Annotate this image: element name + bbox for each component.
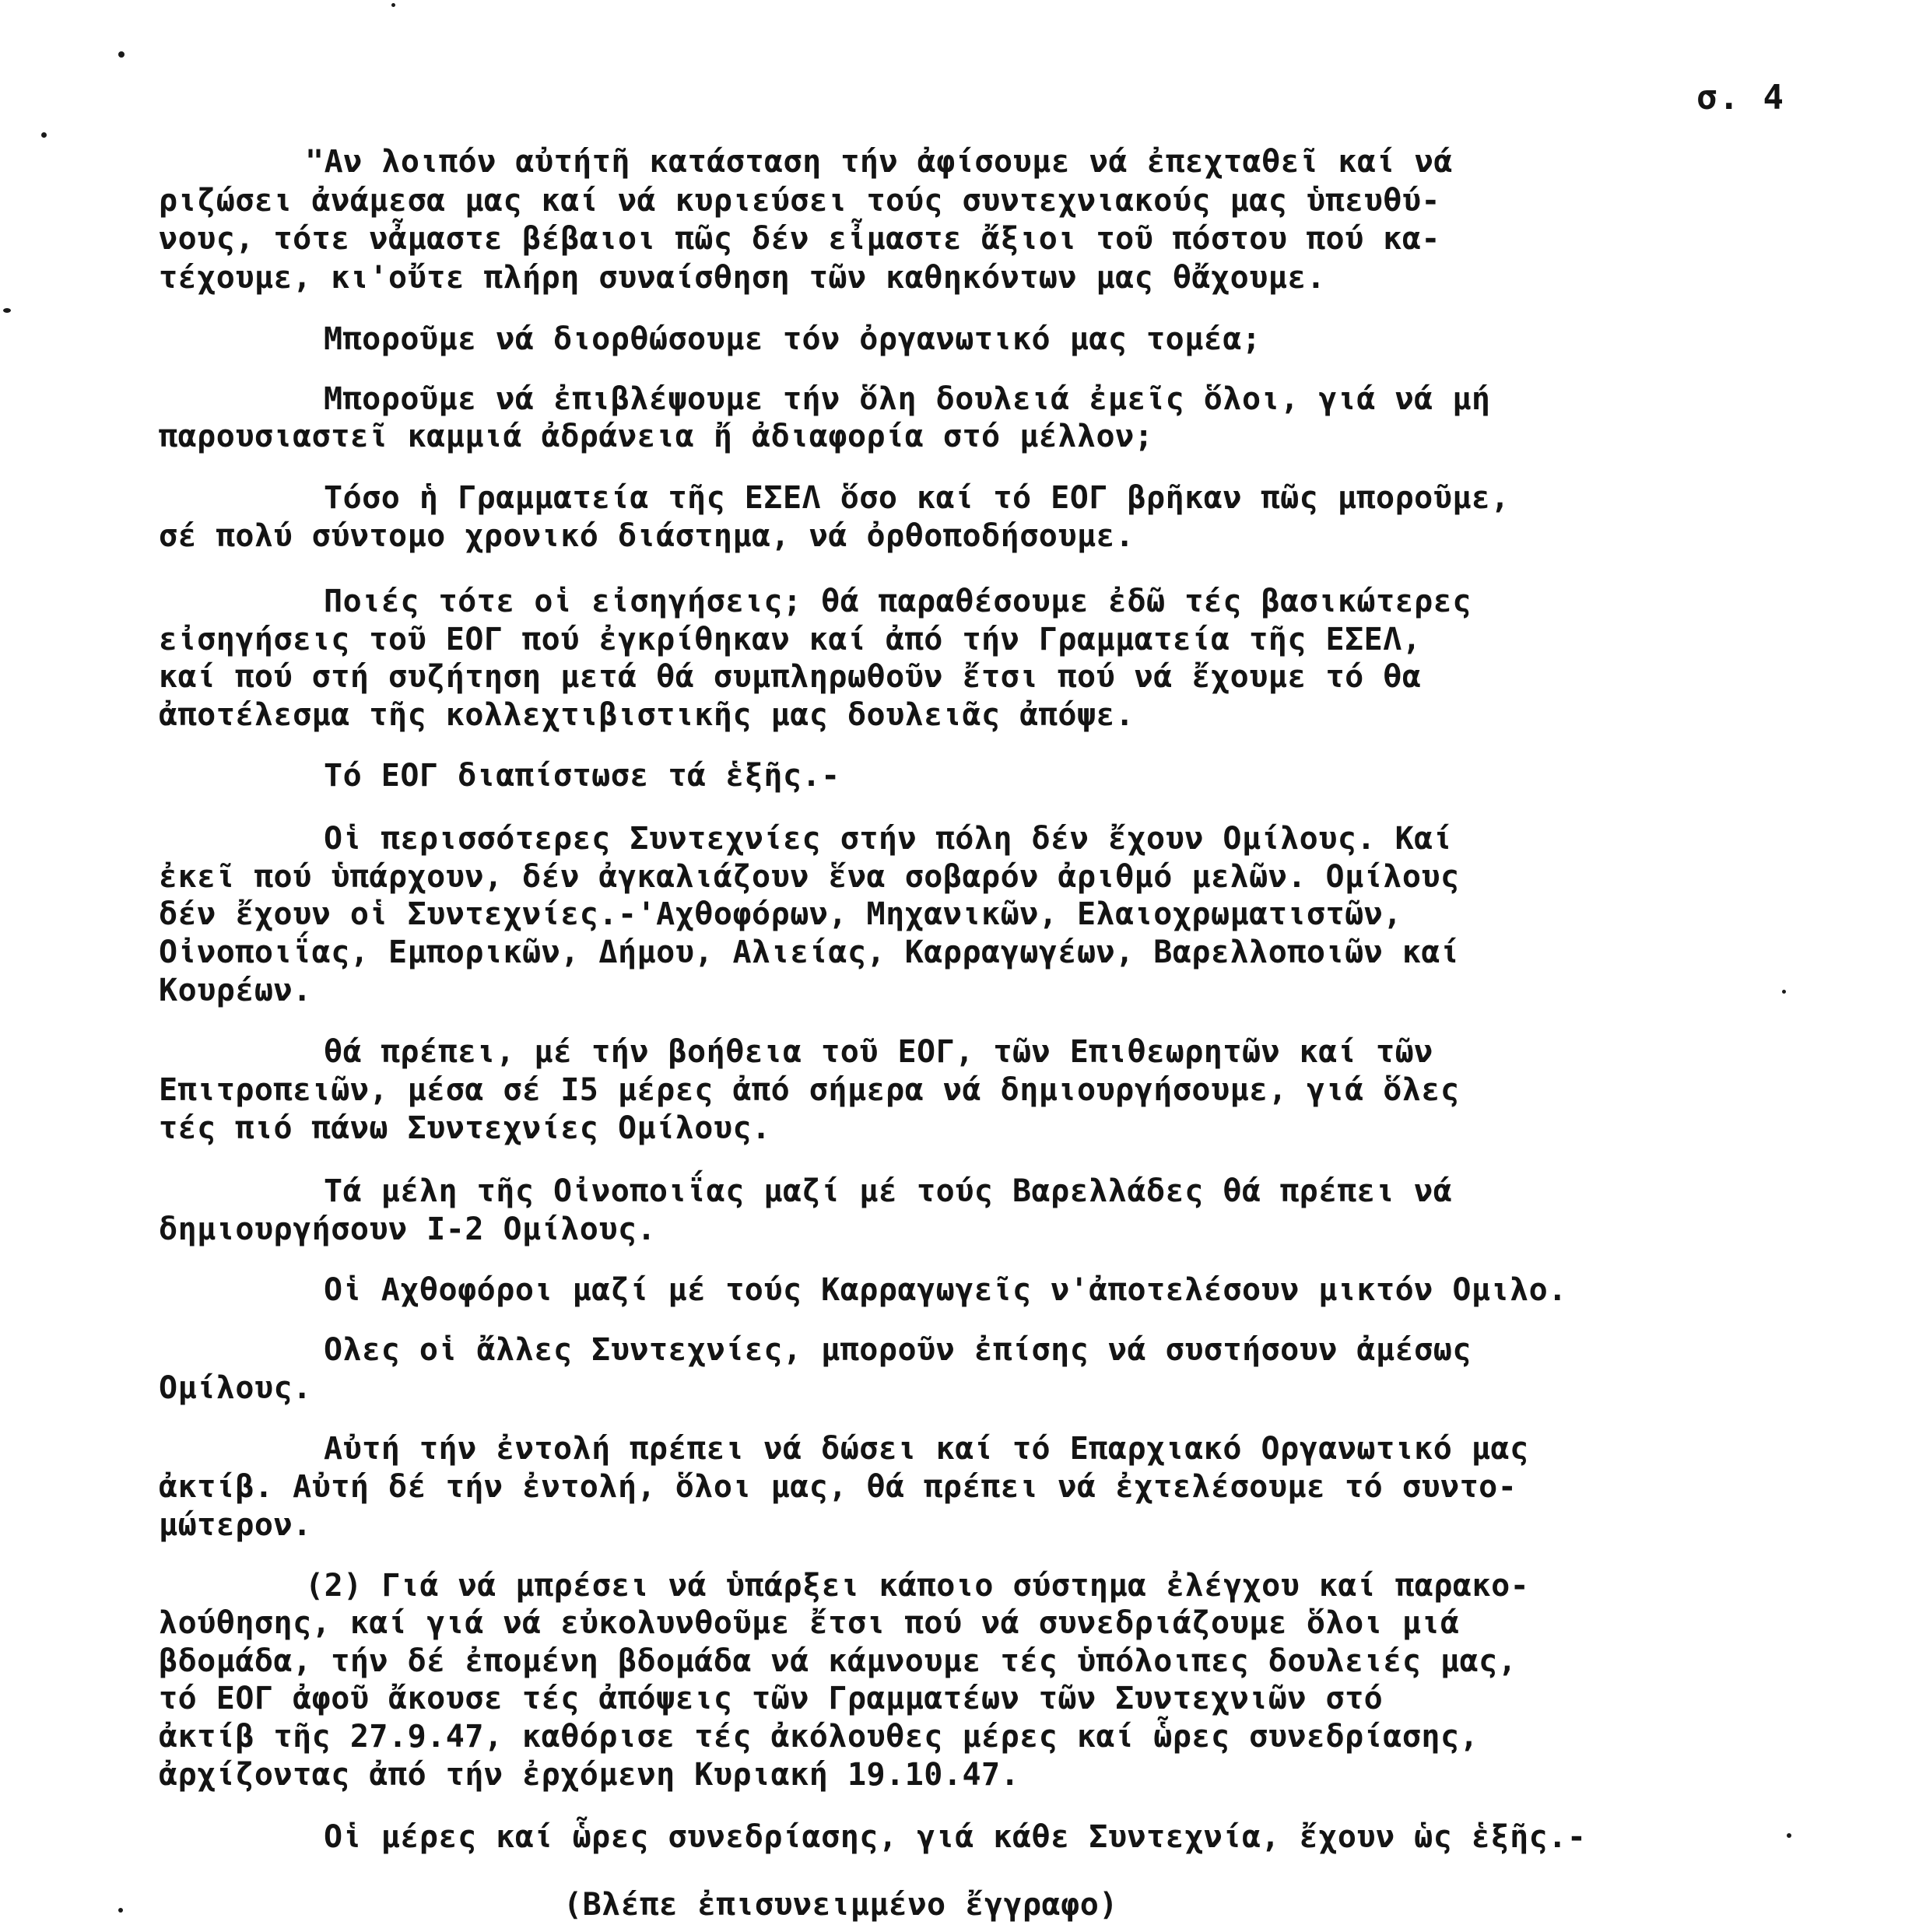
text-line: Κουρέων. — [159, 973, 312, 1008]
text-line: θά πρέπει, μέ τήν βοήθεια τοῦ ΕΟΓ, τῶν Επιθεωρητῶν καί τῶν — [324, 1034, 1433, 1070]
scan-speck — [1787, 1833, 1791, 1838]
text-line: (Βλέπε ἐπισυνειμμένο ἔγγραφο) — [563, 1887, 1118, 1923]
scan-speck — [118, 1908, 123, 1913]
text-line: Ομίλους. — [159, 1370, 312, 1406]
text-line: Οἱ περισσότερες Συντεχνίες στήν πόλη δέν ἔχουν Ομίλους. Καί — [324, 821, 1453, 857]
text-line: "Αν λοιπόν αὐτήτῆ κατάσταση τήν ἀφίσουμε νά ἐπεχταθεῖ καί νά — [305, 144, 1453, 180]
page-number: σ. 4 — [1696, 78, 1785, 117]
text-line: λούθησης, καί γιά νά εὐκολυνθοῦμε ἔτσι πού νά συνεδριάζουμε ὅλοι μιά — [159, 1605, 1460, 1641]
scan-speck — [391, 3, 395, 7]
text-line: Αὐτή τήν ἐντολή πρέπει νά δώσει καί τό Επαρχιακό Οργανωτικό μας — [324, 1431, 1529, 1467]
text-line: Επιτροπειῶν, μέσα σέ Ι5 μέρες ἀπό σήμερα νά δημιουργήσουμε, γιά ὅλες — [159, 1072, 1460, 1108]
text-line: ἀποτέλεσμα τῆς κολλεχτιβιστικῆς μας δουλειᾶς ἀπόψε. — [159, 697, 1135, 733]
text-line: παρουσιαστεῖ καμμιά ἀδράνεια ἤ ἀδιαφορία στό μέλλον; — [159, 419, 1154, 454]
scan-speck — [3, 308, 11, 313]
scan-speck — [41, 132, 47, 138]
text-line: Μποροῦμε νά διορθώσουμε τόν ὀργανωτικό μας τομέα; — [324, 321, 1261, 357]
text-line: τό ΕΟΓ ἀφοῦ ἄκουσε τές ἀπόψεις τῶν Γραμματέων τῶν Συντεχνιῶν στό — [159, 1681, 1384, 1716]
text-line: τές πιό πάνω Συντεχνίες Ομίλους. — [159, 1110, 771, 1146]
text-line: ἐκεῖ πού ὑπάρχουν, δέν ἀγκαλιάζουν ἕνα σοβαρόν ἀριθμό μελῶν. Ομίλους — [159, 859, 1460, 895]
text-line: Οἱ μέρες καί ὧρες συνεδρίασης, γιά κάθε Συντεχνία, ἔχουν ὡς ἑξῆς.- — [324, 1819, 1587, 1855]
text-line: σέ πολύ σύντομο χρονικό διάστημα, νά ὀρθοποδήσουμε. — [159, 518, 1135, 554]
text-line: νους, τότε νἆμαστε βέβαιοι πῶς δέν εἶμαστε ἄξιοι τοῦ πόστου πού κα- — [159, 221, 1440, 257]
text-line: Ολες οἱ ἄλλες Συντεχνίες, μποροῦν ἐπίσης νά συστήσουν ἀμέσως — [324, 1332, 1472, 1368]
scan-speck — [118, 51, 125, 58]
text-line: Τόσο ἡ Γραμματεία τῆς ΕΣΕΛ ὅσο καί τό ΕΟΓ βρῆκαν πῶς μποροῦμε, — [324, 480, 1510, 516]
text-line: δημιουργήσουν Ι-2 Ομίλους. — [159, 1211, 657, 1247]
text-line: Οἰνοποιΐας, Εμπορικῶν, Δήμου, Αλιείας, Καρραγωγέων, Βαρελλοποιῶν καί — [159, 934, 1460, 970]
text-line: Τό ΕΟΓ διαπίστωσε τά ἑξῆς.- — [324, 758, 840, 794]
text-line: καί πού στή συζήτηση μετά θά συμπληρωθοῦν ἔτσι πού νά ἔχουμε τό θα — [159, 659, 1422, 695]
text-line: (2) Γιά νά μπρέσει νά ὑπάρξει κάποιο σύστημα ἐλέγχου καί παρακο- — [305, 1568, 1530, 1604]
scan-speck — [1782, 990, 1786, 994]
text-line: βδομάδα, τήν δέ ἐπομένη βδομάδα νά κάμνουμε τές ὑπόλοιπες δουλειές μας, — [159, 1643, 1517, 1679]
text-line: ἀκτίβ τῆς 27.9.47, καθόρισε τές ἀκόλουθες μέρες καί ὧρες συνεδρίασης, — [159, 1719, 1479, 1755]
text-line: τέχουμε, κι'οὔτε πλήρη συναίσθηση τῶν καθηκόντων μας θἄχουμε. — [159, 260, 1326, 296]
text-line: Οἱ Αχθοφόροι μαζί μέ τούς Καρραγωγεῖς ν'ἀποτελέσουν μικτόν Ομιλο. — [324, 1272, 1567, 1308]
text-line: μώτερον. — [159, 1507, 312, 1543]
text-line: δέν ἔχουν οἱ Συντεχνίες.-'Αχθοφόρων, Μηχανικῶν, Ελαιοχρωματιστῶν, — [159, 896, 1402, 932]
text-line: Τά μέλη τῆς Οἰνοποιΐας μαζί μέ τούς Βαρελλάδες θά πρέπει νά — [324, 1173, 1453, 1209]
text-line: ριζώσει ἀνάμεσα μας καί νά κυριεύσει τούς συντεχνιακούς μας ὑπευθύ- — [159, 183, 1440, 219]
text-line: Ποιές τότε οἱ εἰσηγήσεις; θά παραθέσουμε ἐδῶ τές βασικώτερες — [324, 584, 1472, 619]
text-line: Μποροῦμε νά ἐπιβλέψουμε τήν ὅλη δουλειά ἐμεῖς ὅλοι, γιά νά μή — [324, 381, 1491, 417]
text-line: ἀρχίζοντας ἀπό τήν ἐρχόμενη Κυριακή 19.10.47. — [159, 1757, 1020, 1793]
text-line: ἀκτίβ. Αὐτή δέ τήν ἐντολή, ὅλοι μας, θά πρέπει νά ἐχτελέσουμε τό συντο- — [159, 1469, 1517, 1505]
text-line: εἰσηγήσεις τοῦ ΕΟΓ πού ἐγκρίθηκαν καί ἀπό τήν Γραμματεία τῆς ΕΣΕΛ, — [159, 622, 1422, 657]
